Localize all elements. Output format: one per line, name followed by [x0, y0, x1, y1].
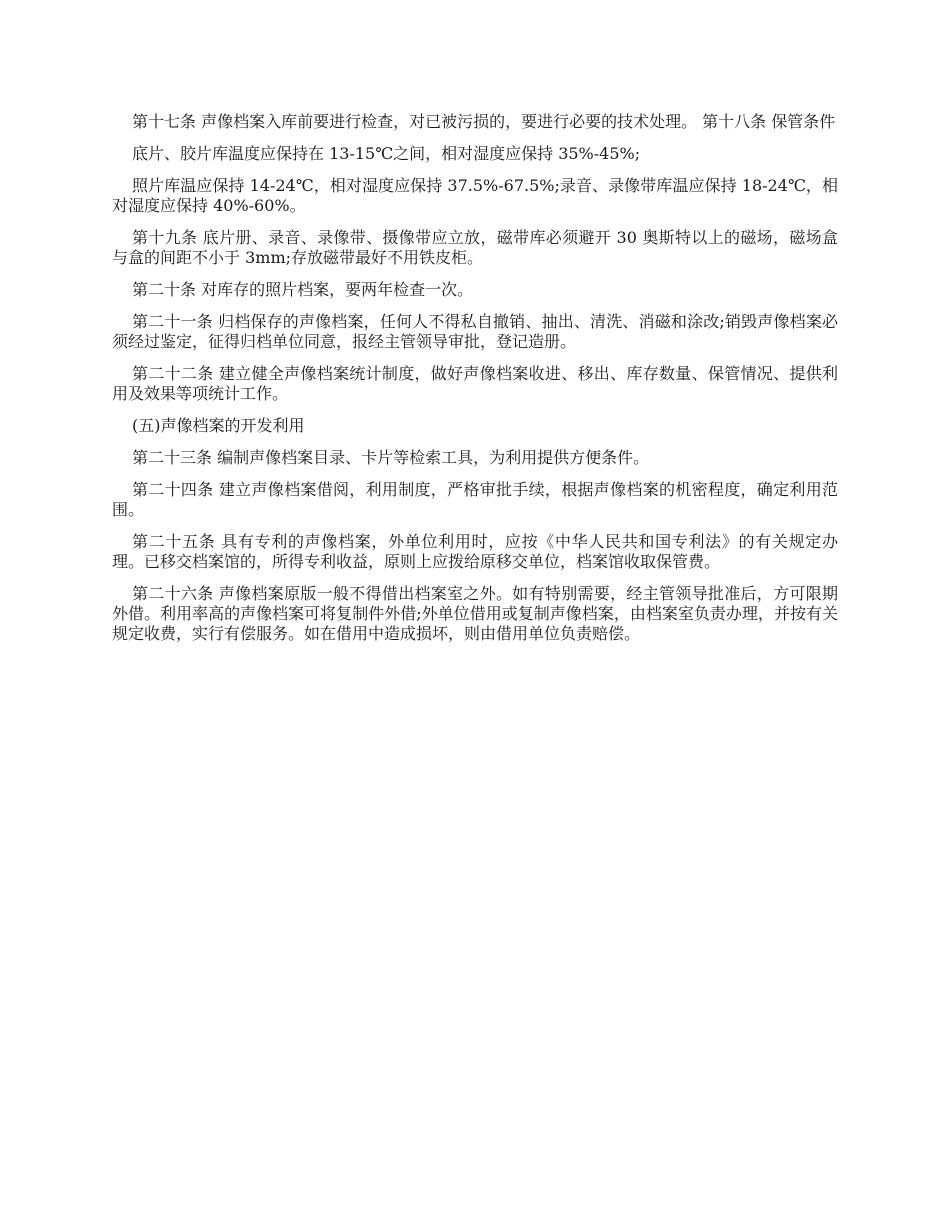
paragraph-article-19: 第十九条 底片册、录音、录像带、摄像带应立放，磁带库必须避开 30 奥斯特以上的磁场，磁场盒与盒的间距不小于 3mm;存放磁带最好不用铁皮柜。 [112, 228, 838, 267]
paragraph-article-26: 第二十六条 声像档案原版一般不得借出档案室之外。如有特别需要，经主管领导批准后，方可限期外借。利用率高的声像档案可将复制件外借;外单位借用或复制声像档案，由档案室负责办理，并按有关规定收费，实行有偿服务。如在借用中造成损坏，则由借用单位负责赔偿。 [112, 584, 838, 643]
paragraph-article-17: 第十七条 声像档案入库前要进行检查，对已被污损的，要进行必要的技术处理。 第十八条 保管条件 [132, 112, 836, 131]
document-body [112, 112, 838, 656]
paragraph-article-24: 第二十四条 建立声像档案借阅，利用制度，严格审批手续，根据声像档案的机密程度，确定利用范围。 [112, 480, 838, 519]
paragraph-article-23: 第二十三条 编制声像档案目录、卡片等检索工具，为利用提供方便条件。 [132, 448, 650, 467]
section-heading-utilization: (五)声像档案的开发利用 [132, 416, 305, 435]
paragraph-film-storage: 底片、胶片库温度应保持在 13-15℃之间，相对湿度应保持 35%-45%; [132, 144, 641, 163]
paragraph-photo-tape-storage: 照片库温应保持 14-24℃，相对湿度应保持 37.5%-67.5%;录音、录像带库温应保持 18-24℃，相对湿度应保持 40%-60%。 [112, 176, 838, 215]
paragraph-article-25: 第二十五条 具有专利的声像档案，外单位利用时，应按《中华人民共和国专利法》的有关规定办理。已移交档案馆的，所得专利收益，原则上应拨给原移交单位，档案馆收取保管费。 [112, 532, 838, 571]
paragraph-article-22: 第二十二条 建立健全声像档案统计制度，做好声像档案收进、移出、库存数量、保管情况、提供利用及效果等项统计工作。 [112, 364, 838, 403]
paragraph-article-20: 第二十条 对库存的照片档案，要两年检查一次。 [132, 280, 474, 299]
paragraph-article-21: 第二十一条 归档保存的声像档案，任何人不得私自撤销、抽出、清洗、消磁和涂改;销毁声像档案必须经过鉴定，征得归档单位同意，报经主管领导审批，登记造册。 [112, 312, 838, 351]
